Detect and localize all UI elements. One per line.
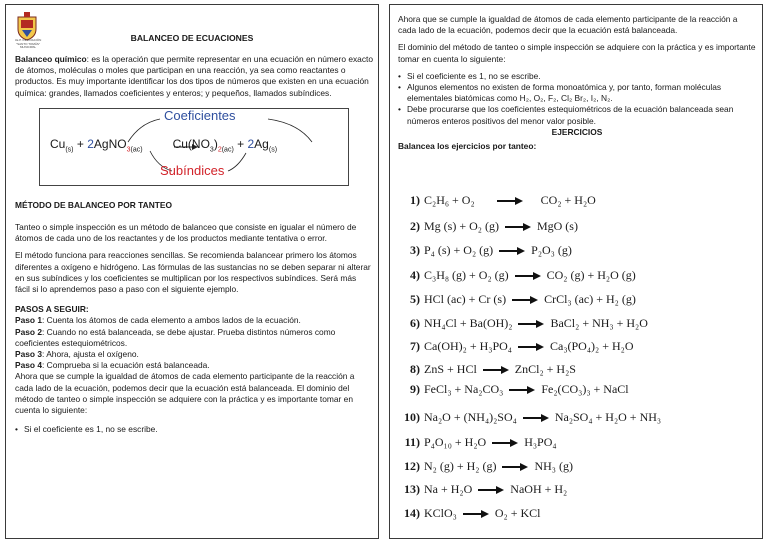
step-item: Paso 2: Cuando no está balanceada, se debe ajustar. Prueba distintos números como coeficientes estequiométricos. — [15, 326, 336, 348]
exercise-item: 3) P₄ (s) + O₂ (g) P₂O₃ (g) — [410, 243, 572, 257]
steps-title: PASOS A SEGUIR: — [15, 304, 89, 315]
method-title: MÉTODO DE BALANCEO POR TANTEO — [15, 199, 172, 210]
reaction-arrow-icon — [505, 223, 531, 231]
reaction-arrow-icon — [463, 510, 489, 518]
method-paragraph-2: El método funciona para reacciones sencillas. Se recomienda balancear primero los átomos diferentes a oxígeno e hidrógeno. Las fórmulas de las sustancias no se deben separar ni alterar en sus subíndices y los coeficientes se multiplican por los respectivos subíndices. Será más fácil si lo aprendemos paso a paso con el siguiente ejemplo. — [15, 250, 371, 295]
reaction-arrow-icon — [483, 366, 509, 374]
closing-paragraph: Ahora que se cumple la igualdad de átomos de cada elemento participante de la reacción a cada lado de la ecuación, podemos decir que la ecuación está balanceada. El dominio del método de tanteo o simple inspección se adquiere con la práctica y es importante tomar en cuenta lo siguiente: — [15, 371, 355, 416]
definition-paragraph — [15, 54, 373, 99]
reaction-arrow-icon — [512, 296, 538, 304]
reaction-arrow-icon — [497, 197, 523, 205]
reaction-arrow-icon — [518, 343, 544, 351]
reaction-arrow-icon — [515, 272, 541, 280]
coefficients-label: Coeficientes — [164, 107, 236, 123]
right-page — [389, 4, 763, 539]
definition-body: : es la operación que permite representar en una ecuación en número exacto de átomos, moléculas o moles que participan en una reacción, ya sea como reactantes o productos. Es muy importante identificar los dos tipos de números que existen en una ecuación química: grandes, llamados coeficientes y enteros; y pequeños, llamados subíndices. — [15, 54, 373, 98]
exercise-item: 11) P₄O₁₀ + H₂O H₃PO₄ — [404, 435, 557, 449]
right-paragraph-1: Ahora que se cumple la igualdad de átomos de cada elemento participante de la reacción a cada lado de la ecuación, podemos decir que la ecuación está balanceada. — [398, 14, 738, 36]
exercise-item: 10) Na₂O + (NH₄)₂SO₄ Na₂SO₄ + H₂O + NH₃ — [404, 410, 662, 424]
subscripts-label: Subíndices — [160, 162, 225, 178]
step-item: Paso 3: Ahora, ajusta el oxígeno. — [15, 349, 139, 360]
reaction-arrow-icon — [518, 320, 544, 328]
school-name: I.E.P. INNOVACIÓN "SANTO TOMÁS" MUNICIPAL — [14, 38, 42, 50]
exercise-item: 6) NH₄Cl + Ba(OH)₂ BaCl₂ + NH₃ + H₂O — [410, 316, 648, 330]
exercise-item: 14) KClO₃ O₂ + KCl — [404, 506, 541, 520]
reaction-arrow-icon — [523, 414, 549, 422]
coefficients-subscripts-diagram — [39, 108, 349, 186]
exercise-item: 1) C₂H₆ + O₂ CO₂ + H₂O — [410, 193, 596, 207]
exercise-item: 5) HCl (ac) + Cr (s) CrCl₃ (ac) + H₂ (g) — [410, 292, 636, 306]
left-bullet-list — [15, 424, 373, 435]
reaction-arrow-icon — [502, 463, 528, 471]
bullet-item: • Si el coeficiente es 1, no se escribe. — [15, 424, 373, 435]
left-content — [15, 54, 373, 435]
reaction-arrow-icon — [478, 486, 504, 494]
exercises-instruction: Balancea los ejercicios por tanteo: — [398, 141, 537, 152]
exercise-item: 7) Ca(OH)₂ + H₃PO₄ Ca₃(PO₄)₂ + H₂O — [410, 339, 634, 353]
exercise-item: 12) N₂ (g) + H₂ (g) NH₃ (g) — [404, 459, 573, 473]
page-title: BALANCEO DE ECUACIONES — [130, 33, 254, 43]
right-content — [398, 14, 756, 152]
bullet-item: • Debe procurarse que los coeficientes estequiométricos de la ecuación balanceada sean números enteros positivos del menor valor posible. — [398, 104, 756, 126]
exercises-title: EJERCICIOS — [551, 126, 603, 137]
step-item: Paso 1: Cuenta los átomos de cada elemento a ambos lados de la ecuación. — [15, 315, 301, 326]
exercise-item: 13) Na + H₂O NaOH + H₂ — [404, 482, 568, 496]
left-page — [5, 4, 379, 539]
method-paragraph-1: Tanteo o simple inspección es un método de balanceo que consiste en igualar el número de átomos de cada uno de los reactantes y de los productos mediante tentativa o error. — [15, 222, 357, 244]
example-equation: $Cu_{(s)}$ + 2AgNO$_{3(ac)}$ $Cu(NO_3)_{2(ac)} + 2Ag_{(s)}$ — [50, 136, 278, 154]
steps-list — [15, 315, 373, 371]
reaction-arrow-icon — [499, 247, 525, 255]
definition-term: Balanceo químico — [15, 54, 87, 64]
reaction-arrow-icon — [509, 386, 535, 394]
bullet-item: • Algunos elementos no existen de forma monoatómica y, por tanto, forman moléculas elementales biatómicas como H₂, O₂, F₂, Cl₂ Br₂, I₂, N₂. — [398, 82, 756, 104]
right-paragraph-2: El dominio del método de tanteo o simple inspección se adquiere con la práctica y es importante tomar en cuenta lo siguiente: — [398, 42, 756, 64]
exercise-item: 9) FeCl₃ + Na₂CO₃ Fe₂(CO₃)₃ + NaCl — [410, 382, 629, 396]
reaction-arrow-icon — [492, 439, 518, 447]
step-item: Paso 4: Comprueba si la ecuación está balanceada. — [15, 360, 210, 371]
exercise-item: 2) Mg (s) + O₂ (g) MgO (s) — [410, 219, 578, 233]
bullet-item: • Si el coeficiente es 1, no se escribe. — [398, 71, 756, 82]
exercise-item: 4) C₃H₈ (g) + O₂ (g) CO₂ (g) + H₂O (g) — [410, 268, 636, 282]
right-bullet-list — [398, 71, 756, 127]
exercise-item: 8) ZnS + HCl ZnCl₂ + H₂S — [410, 362, 576, 376]
